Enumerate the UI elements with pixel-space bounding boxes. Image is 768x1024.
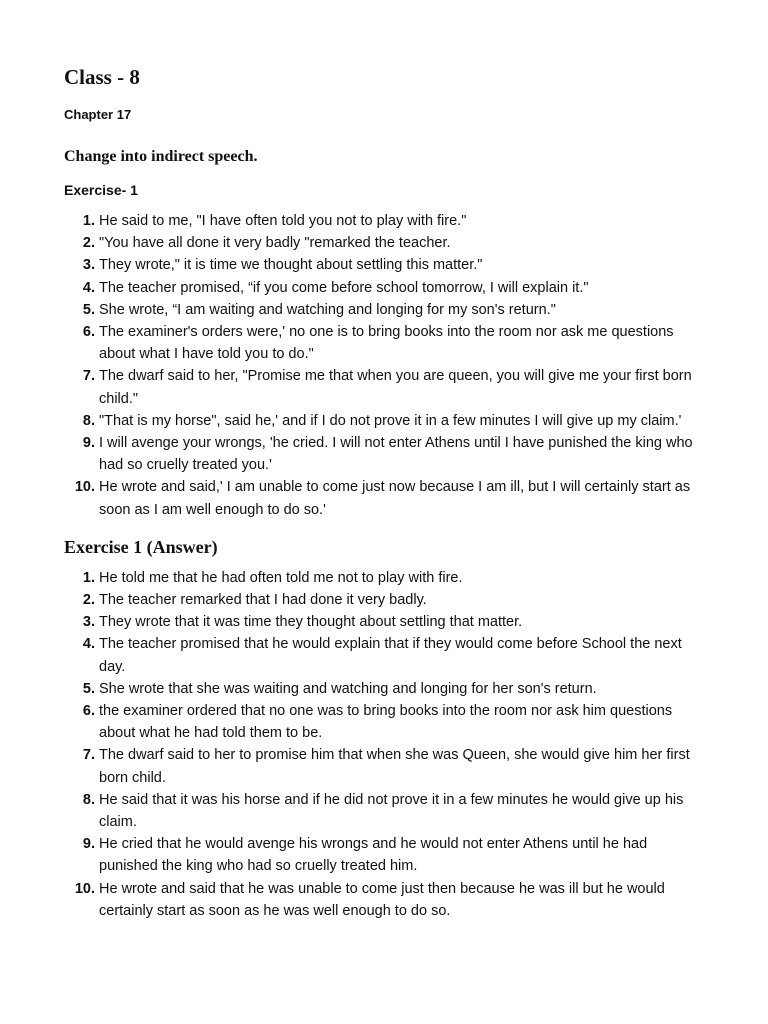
instruction-heading: Change into indirect speech. — [64, 148, 258, 165]
answer-number: 4. — [82, 636, 95, 653]
answer-text: The teacher promised that he would explain that if they would come before School the next day. — [99, 636, 682, 675]
answer-number: 10. — [74, 880, 95, 897]
answer-text: He said that it was his horse and if he did not prove it in a few minutes he would give up his claim. — [99, 791, 684, 831]
answer-text: He wrote and said that he was unable to come just then because he was ill but he would certainly start as soon as he was well enough to do so. — [99, 880, 665, 919]
question-text: He said to me, "I have often told you not to play with fire." — [99, 213, 467, 229]
question-number: 10. — [74, 479, 95, 496]
answer-number: 9. — [82, 836, 95, 853]
answer-item — [64, 744, 704, 788]
question-text: She wrote, “I am waiting and watching and longing for my son's return." — [99, 301, 556, 318]
question-text: "You have all done it very badly "remarked the teacher. — [99, 235, 451, 252]
answer-text: He cried that he would avenge his wrongs and he would not enter Athens until he had punished the king who had so cruelly treated him. — [99, 836, 648, 875]
answer-item — [64, 611, 704, 633]
exercise-question-list — [64, 210, 704, 521]
answer-number: 6. — [82, 703, 95, 720]
question-number: 7. — [82, 368, 95, 385]
question-item — [64, 476, 704, 520]
answer-number: 7. — [82, 747, 95, 764]
question-text: I will avenge your wrongs, 'he cried. I will not enter Athens until I have punished the king who had so cruelly treated you.' — [99, 435, 693, 474]
question-number: 8. — [82, 412, 95, 429]
question-item — [64, 210, 704, 232]
answer-item — [64, 700, 704, 744]
question-item — [64, 299, 704, 321]
answer-number: 5. — [82, 680, 95, 697]
exercise-heading: Exercise- 1 — [64, 182, 138, 198]
answer-text: The teacher remarked that I had done it very badly. — [99, 592, 427, 609]
answer-number: 1. — [82, 569, 95, 586]
answer-text: She wrote that she was waiting and watching and longing for her son's return. — [99, 680, 597, 697]
question-item — [64, 254, 704, 276]
question-item — [64, 232, 704, 254]
answer-item — [64, 567, 704, 589]
question-number: 6. — [82, 324, 95, 341]
question-text: The examiner's orders were,' no one is to bring books into the room nor ask me questions about what I have told you to do." — [99, 324, 674, 363]
question-item — [64, 432, 704, 476]
question-text: They wrote," it is time we thought about settling this matter." — [99, 257, 483, 274]
answer-item — [64, 589, 704, 611]
question-number: 4. — [82, 279, 95, 296]
question-item — [64, 365, 704, 409]
question-number: 2. — [82, 235, 95, 252]
question-text: The dwarf said to her, "Promise me that when you are queen, you will give me your first born child." — [99, 368, 692, 407]
answer-item — [64, 633, 704, 677]
answer-number: 3. — [82, 614, 95, 631]
answer-text: The dwarf said to her to promise him that when she was Queen, she would give him her first born child. — [99, 747, 690, 786]
answer-text: the examiner ordered that no one was to bring books into the room nor ask him questions about what he had told them to be. — [99, 703, 673, 742]
answer-text: He told me that he had often told me not to play with fire. — [99, 569, 463, 586]
question-number: 1. — [82, 213, 95, 229]
question-text: "That is my horse", said he,' and if I do not prove it in a few minutes I will give up my claim.' — [99, 412, 682, 429]
question-text: He wrote and said,' I am unable to come just now because I am ill, but I will certainly start as soon as I am well enough to do so.' — [99, 479, 691, 518]
question-number: 9. — [82, 435, 95, 452]
class-title: Class - 8 — [64, 65, 140, 89]
question-number: 5. — [82, 301, 95, 318]
answer-text: They wrote that it was time they thought about settling that matter. — [99, 614, 523, 631]
question-item — [64, 277, 704, 299]
question-item — [64, 321, 704, 365]
answer-heading: Exercise 1 (Answer) — [64, 536, 218, 557]
document-page — [64, 62, 704, 922]
answer-item — [64, 678, 704, 700]
chapter-label: Chapter 17 — [64, 107, 132, 122]
answer-item — [64, 878, 704, 922]
answer-number: 2. — [82, 592, 95, 609]
answer-item — [64, 833, 704, 877]
question-number: 3. — [82, 257, 95, 274]
answer-list — [64, 567, 704, 922]
answer-item — [64, 789, 704, 833]
question-item — [64, 410, 704, 432]
answer-number: 8. — [82, 791, 95, 808]
question-text: The teacher promised, “if you come before school tomorrow, I will explain it." — [99, 279, 589, 296]
